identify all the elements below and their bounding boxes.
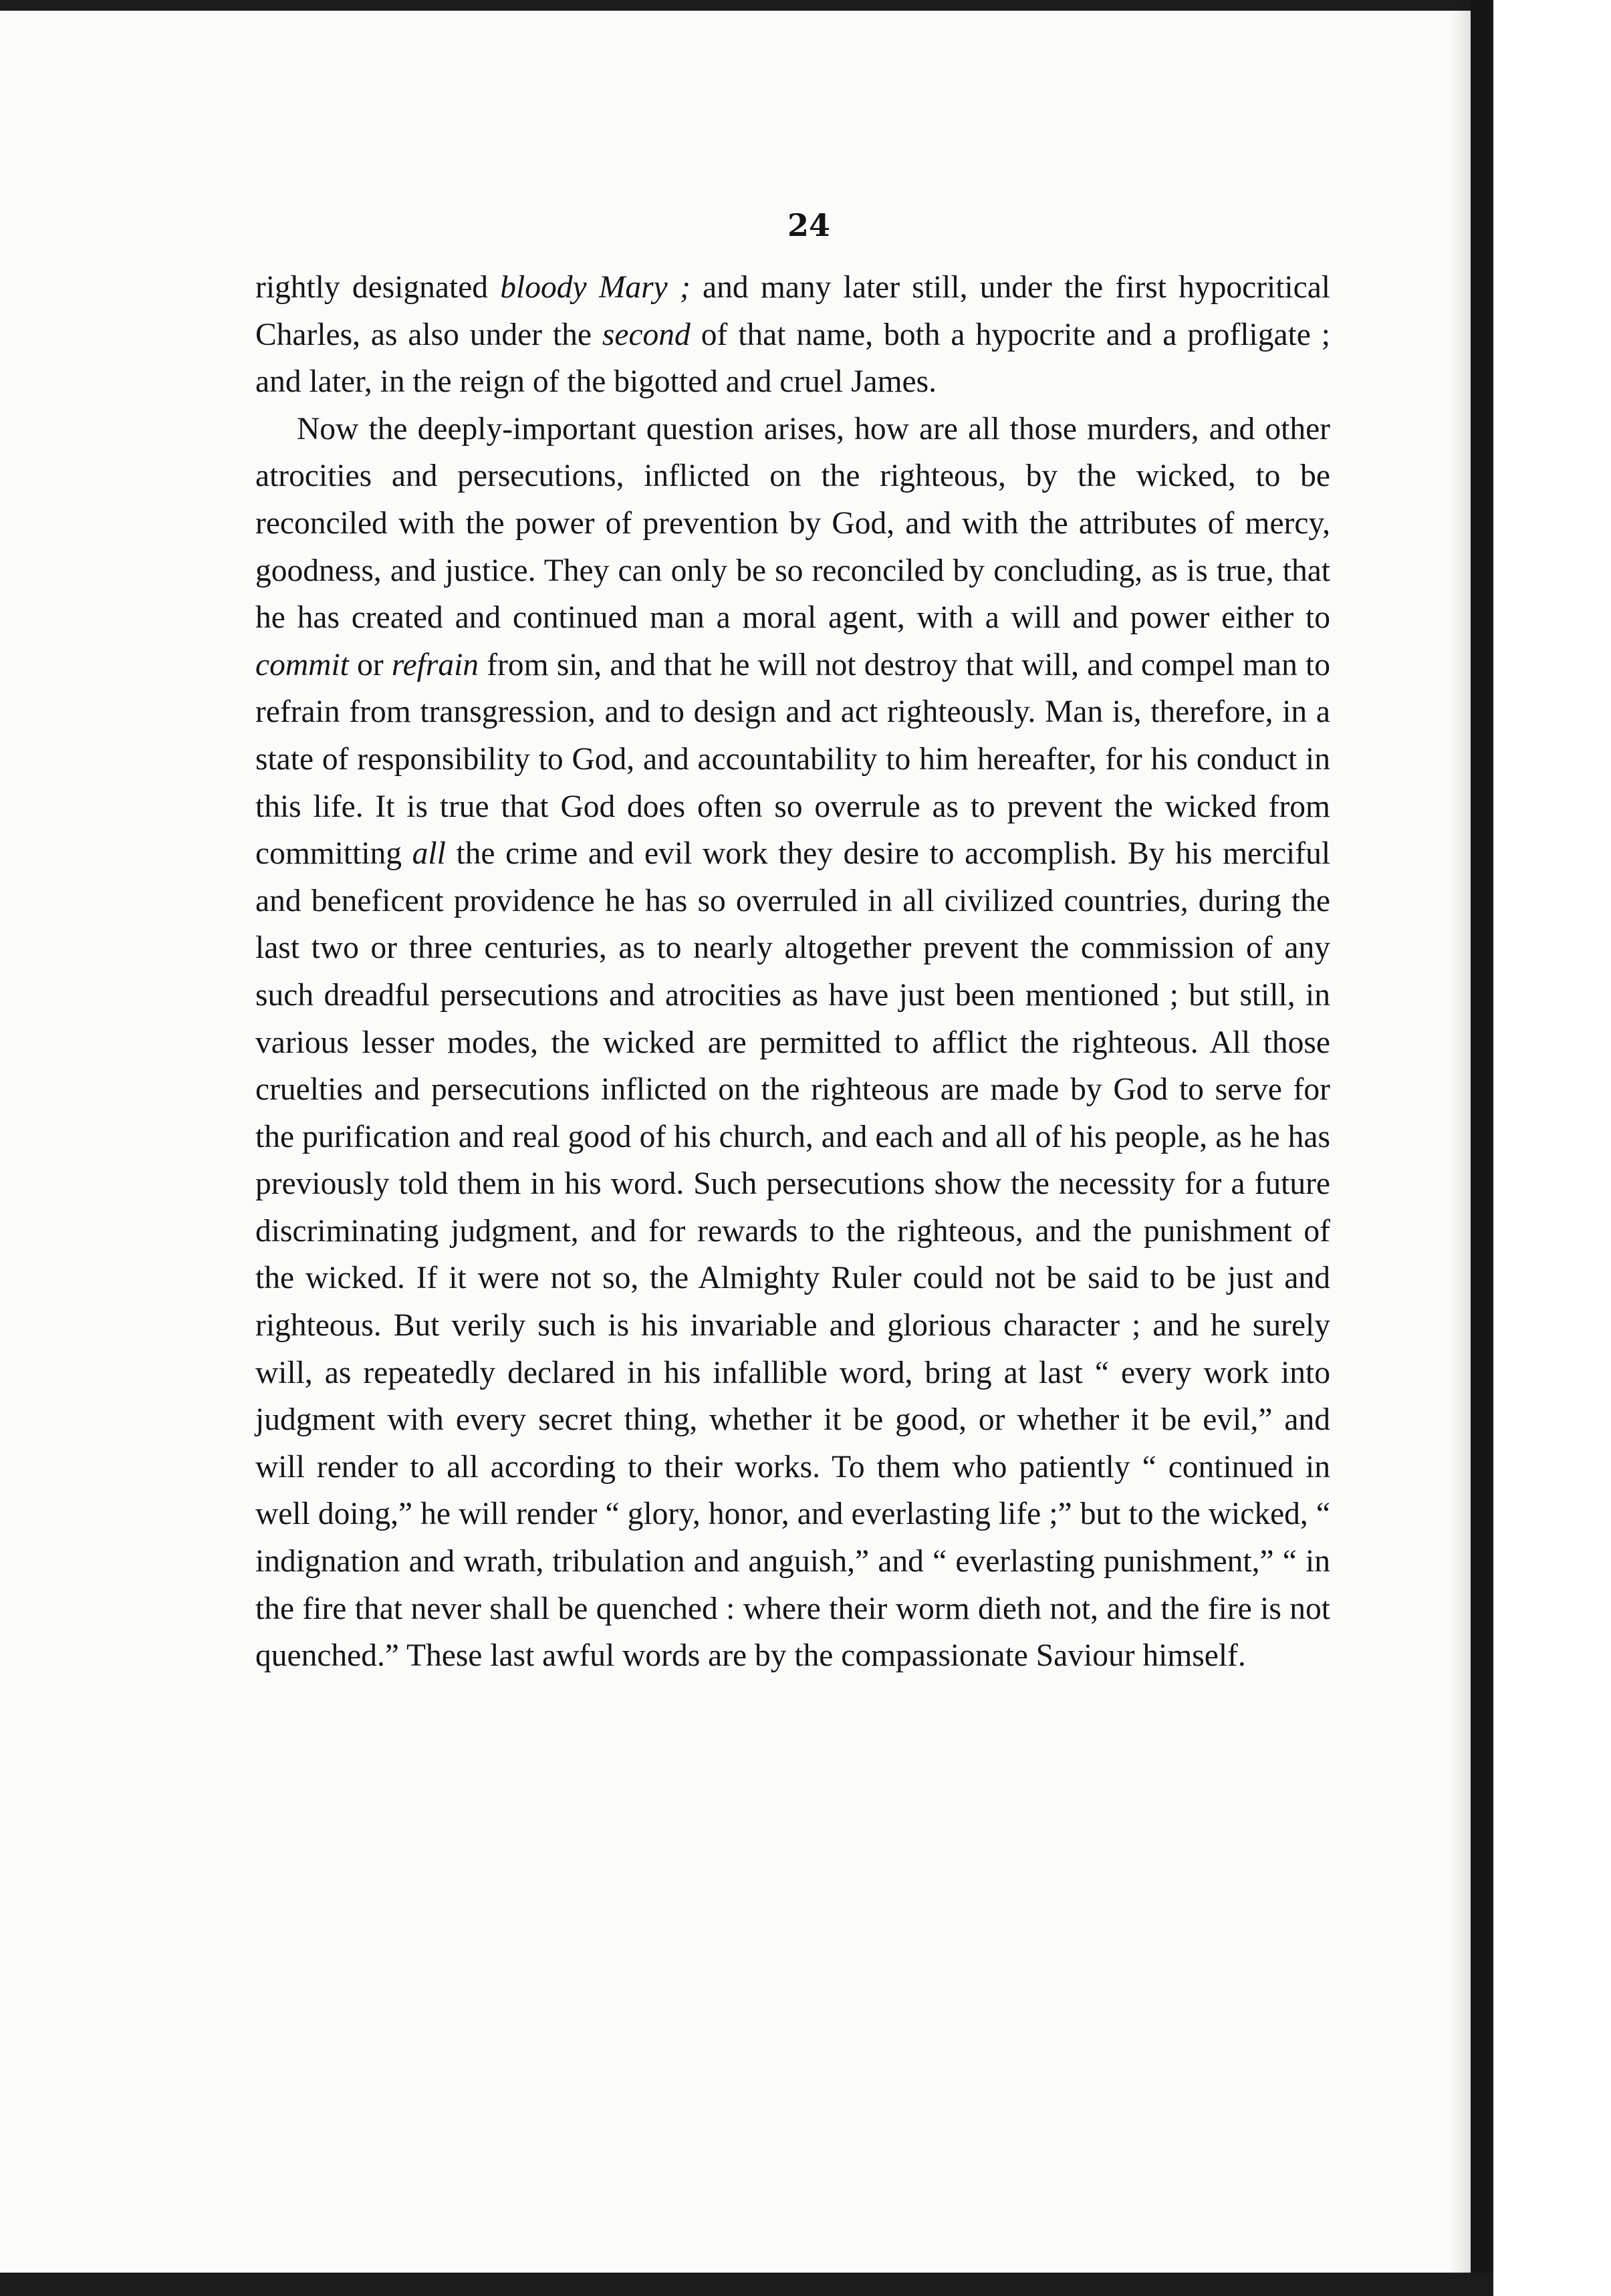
- text-run: and many later still, under the first hypocritical Charles, as also under the: [255, 270, 1330, 352]
- scan-border-bottom: [0, 2273, 1493, 2296]
- text-run: rightly designated: [255, 270, 501, 305]
- text-run: the crime and evil work they desire to accomplish. By his merciful and beneficent providence he has so overruled in all civilized countries, during the last two or three centuries, as to nearly altogether prevent the commission of any such dreadful persecutions and atrocities as have just been mentioned ; but still, in various lesser modes, the wicked are permitted to afflict the righteous. All those cruelties and persecutions inflicted on the righteous are made by God to serve for the purification and real good of his church, and each and all of his people, as he has previously told them in his word. Such persecutions show the necessity for a future discriminating judgment, and for rewards to the righteous, and the punishment of the wicked. If it were not so, the Almighty Ruler could not be said to be just and righteous. But verily such is his invariable and glorious character ; and he surely will, as repeatedly declared in his infallible word, bring at last “ every work into judgment with every secret thing, whether it be good, or whether it be evil,” and will render to all according to their works. To them who patiently “ continued in well doing,” he will render “ glory, honor, and everlasting life ;” but to the wicked, “ indignation and wrath, tribulation and anguish,” and “ everlasting punishment,” “ in the fire that never shall be quenched : where their worm dieth not, and the fire is not quenched.” These last awful words are by the compassionate Saviour himself.: [255, 836, 1331, 1674]
- paragraph-continuation: [255, 264, 1330, 406]
- scan-border-right: [1471, 0, 1493, 2296]
- scan-margin: [1493, 0, 1611, 2296]
- page-number: 24: [787, 207, 830, 243]
- italic-text-run: second: [602, 317, 691, 352]
- italic-text-run: all: [412, 836, 446, 872]
- text-run: of that name, both a hypocrite and a profligate ; and later, in the reign of the bigotted and cruel James.: [255, 317, 1330, 400]
- italic-text-run: commit: [255, 647, 349, 682]
- body-text: [255, 264, 1330, 1680]
- italic-text-run: bloody Mary ;: [500, 270, 691, 305]
- scan-border-top: [0, 0, 1493, 11]
- text-run: or: [348, 647, 392, 682]
- paragraph: [255, 406, 1330, 1680]
- text-run: from sin, and that he will not destroy that will, and compel man to refrain from transgression, and to design and act righteously. Man is, therefore, in a state of responsibility to God, and accountability to him hereafter, for his conduct in this life. It is true that God does often so overrule as to prevent the wicked from committing: [255, 647, 1330, 872]
- page-gutter-shadow: [1451, 0, 1471, 2296]
- italic-text-run: refrain: [391, 647, 479, 682]
- text-run: Now the deeply-important question arises, how are all those murders, and other atrocities and persecutions, inflicted on the righteous, by the wicked, to be reconciled with the power of prevention by God, and with the attributes of mercy, goodness, and justice. They can only be so reconciled by concluding, as is true, that he has created and continued man a moral agent, with a will and power either to: [255, 411, 1330, 636]
